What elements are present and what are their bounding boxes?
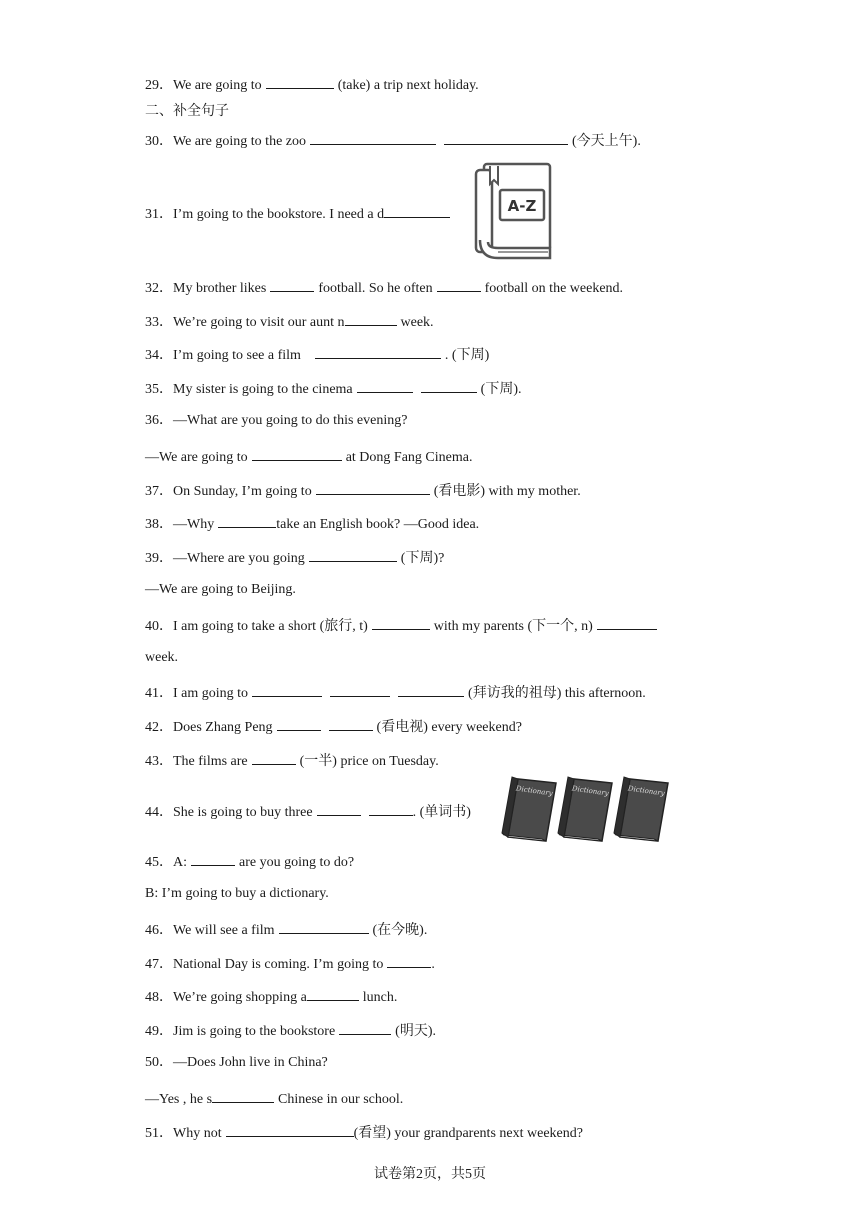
question-43: 43．The films are (一半) price on Tuesday. (145, 750, 439, 771)
answer-blank[interactable] (444, 130, 568, 145)
answer-blank[interactable] (252, 750, 296, 765)
question-35: 35．My sister is going to the cinema (下周). (145, 378, 521, 399)
answer-blank[interactable] (266, 74, 334, 89)
answer-blank[interactable] (387, 953, 431, 968)
answer-blank[interactable] (345, 311, 397, 326)
answer-blank[interactable] (398, 682, 464, 697)
question-32: 32．My brother likes football. So he often football on the weekend. (145, 277, 623, 298)
answer-blank[interactable] (218, 513, 276, 528)
answer-blank[interactable] (270, 277, 314, 292)
question-44: 44．She is going to buy three . (单词书) (145, 801, 471, 822)
answer-blank[interactable] (279, 919, 369, 934)
answer-blank[interactable] (597, 615, 657, 630)
question-40: 40．I am going to take a short (旅行, t) with my parents (下一个, n) (145, 615, 661, 636)
question-42: 42．Does Zhang Peng (看电视) every weekend? (145, 716, 522, 737)
answer-blank[interactable] (307, 986, 359, 1001)
answer-blank[interactable] (421, 378, 477, 393)
question-49: 49．Jim is going to the bookstore (明天). (145, 1020, 436, 1041)
question-50: 50．—Does John live in China? (145, 1055, 328, 1070)
page-footer: 试卷第2页，共5页 (374, 1167, 486, 1182)
dict-label: Dictionary (515, 784, 554, 798)
answer-blank[interactable] (372, 615, 430, 630)
question-45: 45．A: are you going to do? (145, 851, 354, 872)
question-30: 30．We are going to the zoo (今天上午). (145, 130, 641, 151)
question-37: 37．On Sunday, I’m going to (看电影) with my mother. (145, 480, 581, 501)
question-47: 47．National Day is coming. I’m going to . (145, 953, 435, 974)
question-36-line2: —We are going to at Dong Fang Cinema. (145, 446, 472, 467)
question-48: 48．We’re going shopping a lunch. (145, 986, 397, 1007)
answer-blank[interactable] (316, 480, 430, 495)
question-39: 39．—Where are you going (下周)? (145, 547, 444, 568)
answer-blank[interactable] (384, 203, 450, 218)
question-39-line2: —We are going to Beijing. (145, 582, 296, 597)
answer-blank[interactable] (309, 547, 397, 562)
answer-blank[interactable] (310, 130, 436, 145)
question-31: 31．I’m going to the bookstore. I need a d (145, 203, 546, 224)
three-dictionaries-icon (500, 775, 672, 843)
answer-blank[interactable] (277, 716, 321, 731)
answer-blank[interactable] (315, 344, 441, 359)
question-36: 36．—What are you going to do this evening? (145, 413, 408, 428)
question-38: 38．—Why take an English book? —Good idea. (145, 513, 479, 534)
az-dictionary-icon (472, 162, 554, 262)
answer-blank[interactable] (317, 801, 361, 816)
answer-blank[interactable] (330, 682, 390, 697)
question-34: 34．I’m going to see a film . (下周) (145, 344, 489, 365)
answer-blank[interactable] (339, 1020, 391, 1035)
question-46: 46．We will see a film (在今晚). (145, 919, 427, 940)
book-label: A-Z (507, 197, 537, 215)
dict-label: Dictionary (571, 784, 610, 798)
answer-blank[interactable] (357, 378, 413, 393)
dict-label: Dictionary (627, 784, 666, 798)
answer-blank[interactable] (252, 446, 342, 461)
question-29: 29．We are going to (take) a trip next holiday. (145, 74, 479, 95)
answer-blank[interactable] (329, 716, 373, 731)
question-33: 33．We’re going to visit our aunt n week. (145, 311, 434, 332)
answer-blank[interactable] (226, 1122, 354, 1137)
question-40-line2: week. (145, 650, 179, 665)
answer-blank[interactable] (252, 682, 322, 697)
question-51: 51．Why not (看望) your grandparents next weekend? (145, 1122, 583, 1143)
answer-blank[interactable] (369, 801, 413, 816)
answer-blank[interactable] (437, 277, 481, 292)
question-50-line2: —Yes , he s Chinese in our school. (145, 1088, 403, 1109)
question-45-line2: B: I’m going to buy a dictionary. (145, 886, 329, 901)
answer-blank[interactable] (191, 851, 235, 866)
answer-blank[interactable] (212, 1088, 274, 1103)
question-41: 41．I am going to (拜访我的祖母) this afternoon. (145, 682, 646, 703)
section-heading: 二、补全句子 (145, 103, 229, 119)
